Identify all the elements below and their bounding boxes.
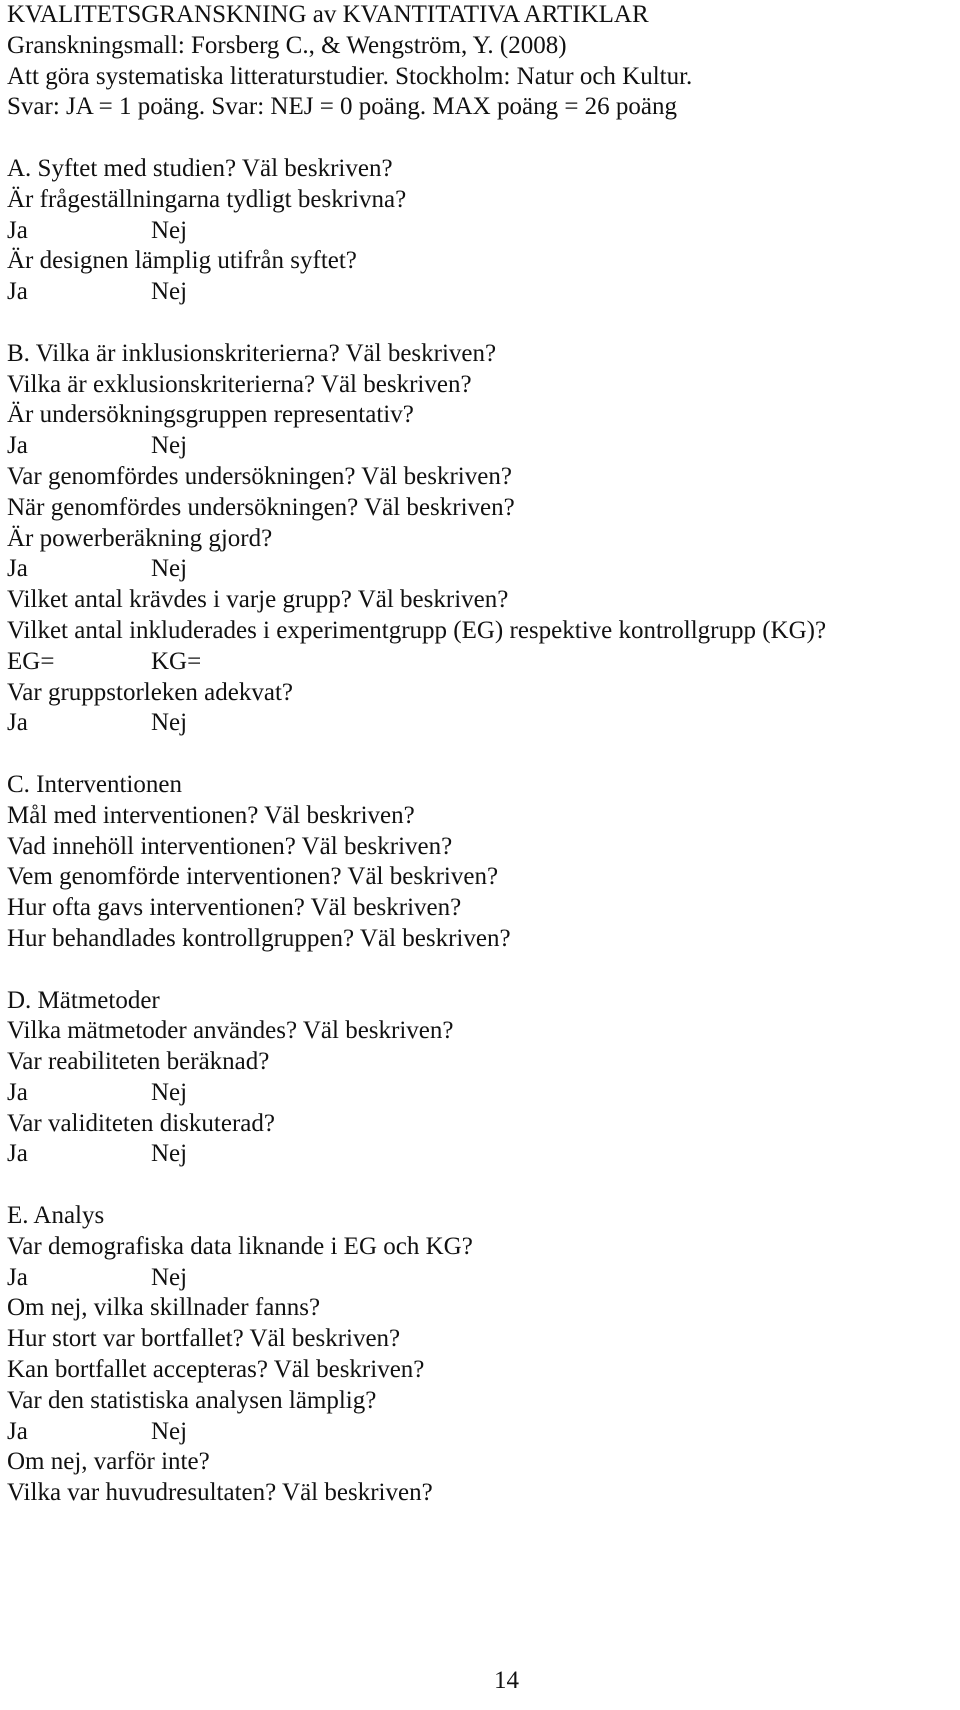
answer-yes: Ja xyxy=(7,278,28,306)
section-c-heading: C. Interventionen xyxy=(7,770,182,798)
section-a-question-1: Är frågeställningarna tydligt beskrivna? xyxy=(7,185,407,213)
section-e-heading: E. Analys xyxy=(7,1202,105,1230)
answer-options xyxy=(7,1078,953,1109)
answer-options xyxy=(7,554,953,585)
answer-options xyxy=(7,431,953,462)
answer-yes: Ja xyxy=(7,216,28,244)
answer-yes: Ja xyxy=(7,709,28,737)
section-e-question-4: Kan bortfallet accepteras? Väl beskriven? xyxy=(7,1356,425,1384)
scoring-rules: Svar: JA = 1 poäng. Svar: NEJ = 0 poäng. MAX poäng = 26 poäng xyxy=(7,93,678,121)
section-c-question-2: Vad innehöll interventionen? Väl beskriven? xyxy=(7,832,453,860)
spacer xyxy=(7,739,953,770)
answer-yes: Ja xyxy=(7,432,28,460)
section-c-question-3: Vem genomförde interventionen? Väl beskriven? xyxy=(7,863,499,891)
section-a-question-2: Är designen lämplig utifrån syftet? xyxy=(7,247,357,275)
section-b-question-4: När genomfördes undersökningen? Väl beskriven? xyxy=(7,493,515,521)
answer-no: Nej xyxy=(151,1417,188,1445)
section-b-question-8: Var gruppstorleken adekvat? xyxy=(7,678,293,706)
answer-options xyxy=(7,1263,953,1294)
answer-options xyxy=(7,1417,953,1448)
template-source: Granskningsmall: Forsberg C., & Wengström, Y. (2008) xyxy=(7,31,567,59)
section-c-question-5: Hur behandlades kontrollgruppen? Väl beskriven? xyxy=(7,924,511,952)
answer-options xyxy=(7,1139,953,1170)
section-c-question-1: Mål med interventionen? Väl beskriven? xyxy=(7,801,415,829)
section-b-question-5: Är powerberäkning gjord? xyxy=(7,524,273,552)
eg-label: EG= xyxy=(7,647,55,675)
kg-label: KG= xyxy=(151,647,202,675)
answer-no: Nej xyxy=(151,1078,188,1106)
answer-yes: Ja xyxy=(7,1263,28,1291)
answer-no: Nej xyxy=(151,709,188,737)
spacer xyxy=(7,123,953,154)
section-d-question-2: Var reabiliteten beräknad? xyxy=(7,1048,270,1076)
answer-yes: Ja xyxy=(7,1078,28,1106)
spacer xyxy=(7,308,953,339)
answer-yes: Ja xyxy=(7,1140,28,1168)
section-b-question-6: Vilket antal krävdes i varje grupp? Väl beskriven? xyxy=(7,586,509,614)
spacer xyxy=(7,955,953,986)
section-e-question-1: Var demografiska data liknande i EG och KG? xyxy=(7,1232,473,1260)
section-e-question-2: Om nej, vilka skillnader fanns? xyxy=(7,1294,321,1322)
answer-no: Nej xyxy=(151,432,188,460)
section-b-question-3: Var genomfördes undersökningen? Väl beskriven? xyxy=(7,462,512,490)
answer-no: Nej xyxy=(151,1140,188,1168)
answer-options xyxy=(7,708,953,739)
section-b-question-7: Vilket antal inkluderades i experimentgrupp (EG) respektive kontrollgrupp (KG)? xyxy=(7,616,827,644)
section-d-heading: D. Mätmetoder xyxy=(7,986,160,1014)
spacer xyxy=(7,1170,953,1201)
page-number: 14 xyxy=(494,1667,519,1694)
section-b-heading: B. Vilka är inklusionskriterierna? Väl beskriven? xyxy=(7,339,497,367)
answer-yes: Ja xyxy=(7,1417,28,1445)
section-d-question-1: Vilka mätmetoder användes? Väl beskriven? xyxy=(7,1017,454,1045)
section-b-question-2: Är undersökningsgruppen representativ? xyxy=(7,401,414,429)
section-e-question-5: Var den statistiska analysen lämplig? xyxy=(7,1386,377,1414)
answer-no: Nej xyxy=(151,1263,188,1291)
answer-yes: Ja xyxy=(7,555,28,583)
section-e-question-3: Hur stort var bortfallet? Väl beskriven? xyxy=(7,1325,401,1353)
section-d-question-3: Var validiteten diskuterad? xyxy=(7,1109,275,1137)
document-title: KVALITETSGRANSKNING av KVANTITATIVA ARTIKLAR xyxy=(7,1,649,28)
answer-no: Nej xyxy=(151,278,188,306)
document-page xyxy=(7,0,953,1509)
answer-options xyxy=(7,216,953,247)
section-b-question-1: Vilka är exklusionskriterierna? Väl beskriven? xyxy=(7,370,472,398)
section-e-question-7: Vilka var huvudresultaten? Väl beskriven? xyxy=(7,1479,433,1507)
answer-no: Nej xyxy=(151,216,188,244)
answer-options xyxy=(7,277,953,308)
section-a-heading: A. Syftet med studien? Väl beskriven? xyxy=(7,154,393,182)
answer-no: Nej xyxy=(151,555,188,583)
section-c-question-4: Hur ofta gavs interventionen? Väl beskriven? xyxy=(7,894,462,922)
group-size-fields xyxy=(7,647,953,678)
section-e-question-6: Om nej, varför inte? xyxy=(7,1448,210,1476)
template-reference: Att göra systematiska litteraturstudier. Stockholm: Natur och Kultur. xyxy=(7,62,693,90)
